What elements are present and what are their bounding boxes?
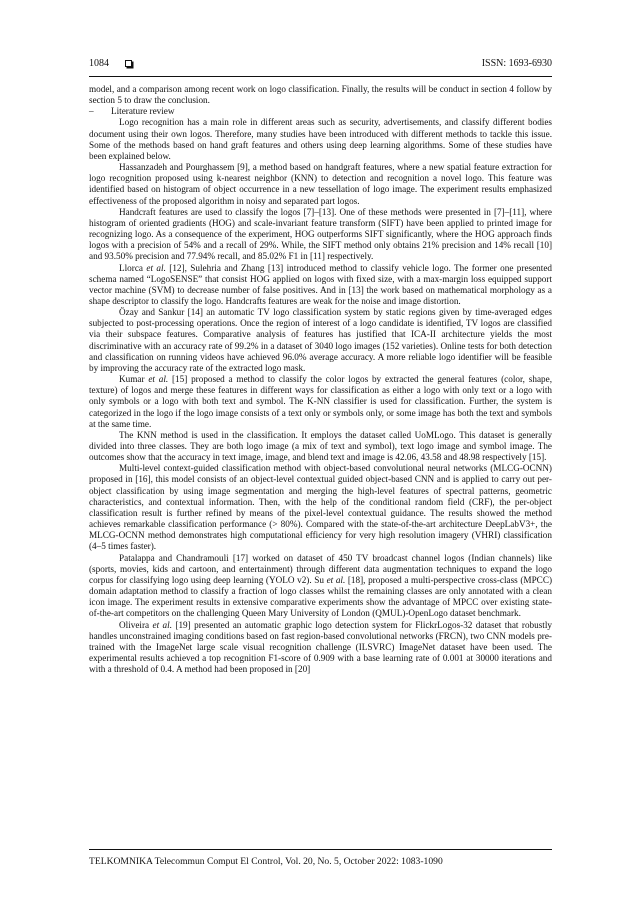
et-al-italic: et al.: [146, 262, 166, 273]
paragraph-intro-end: model, and a comparison among recent work on logo classification. Finally, the results will be conduct in section 4 follow by section 5 to draw the conclusion.: [89, 84, 552, 106]
et-al-italic: et al.: [148, 374, 169, 385]
paragraph-oliveira: [89, 620, 552, 676]
square-outline-icon: [125, 60, 132, 67]
journal-footer: TELKOMNIKA Telecommun Comput El Control, Vol. 20, No. 5, October 2022: 1083-1090: [89, 856, 443, 867]
paragraph-text: Patalappa and Chandramouli [17] worked on dataset of 450 TV broadcast channel logos (Indian channels) like (sports, movies, kids and cartoon, and entertainment) through different data augmentation techniques to expand the logo corpus for classifying logo using deep learning (YOLO v2). Su: [89, 552, 552, 585]
paragraph-text: [15] proposed a method to classify the color logos by extracted the general features (color, shape, texture) of logos and merge these features in different ways for classification as either a logo with only text or a logo with only symbols or a logo with both text and symbol. The K-NN classifier is used for classification. Further, the system is categorized in the logo if the logo image consists of a text only or symbols only, or some image has both the text and symbols at the same time.: [89, 374, 552, 429]
paragraph-llorca: [89, 263, 552, 308]
paragraph-logo-recognition: Logo recognition has a main role in different areas such as security, advertisements, and classify different bodies document using their own logos. Therefore, many studies have been introduced with different methods to tackle this issue. Some of the methods based on hand graft features and others using deep learning algorithms. Some of these studies have been explained below.: [89, 117, 552, 161]
paragraph-text: Kumar: [119, 374, 149, 385]
paragraph-handcraft-features: Handcraft features are used to classify the logos [7]–[13]. One of these methods were presented in [7]–[11], where histogram of oriented gradients (HOG) and scale-invariant feature transform (SIFT) have been applied to printed image for recognizing logo. As a consequence of the experiment, HOG outperforms SIFT significantly, where the HOG approach finds logos with a precision of 54% and a recall of 29%. While, the SIFT method only obtains 21% precision and 14% recall [10] and 93.50% precision and 77.94% recall, and 85.02% F1 in [11] respectively.: [89, 206, 552, 262]
paragraph-hassanzadeh: Hassanzadeh and Pourghassem [9], a method based on handgraft features, where a new spatial feature extraction for logo recognition proposed using k-nearest neighbor (KNN) to detection and recognition a novel logo. This feature was identified based on histogram of object occurrence in a new tessellation of logo image. The experiment results emphasized effectiveness of the proposed algorithm in noisy and separated part logos.: [89, 162, 552, 206]
section-heading-text: Literature review: [111, 106, 175, 117]
running-header: [89, 58, 552, 72]
paragraph-text: Llorca: [119, 262, 147, 273]
paragraph-text: [18], proposed a multi-perspective cross-class (MPCC) domain adaptation method to classify a fraction of logo classes whilst the remaining classes are only annotated with a clean icon image. The experiment results in extensive comparative experiments show the advantage of MPCC over existing state-of-the-art competitors on the challenging Queen Mary University of London (QMUL)-OpenLogo dataset benchmark.: [89, 574, 553, 619]
paragraph-text: [12], Sulehria and Zhang [13] introduced method to classify vehicle logo. The former one presented schema named “LogoSENSE” that consist HOG applied on logos with fixed size, with a max-margin loss equipped support vector machine (SVM) to decrease number of false positives. And in [13] the work based on mathematical morphology as a shape descriptor to classify the logo. Handcrafts features are weak for the noise and image distortion.: [89, 262, 553, 306]
bullet-dash: –: [89, 106, 94, 117]
paragraph-knn: The KNN method is used in the classification. It employs the dataset called UoMLogo. This dataset is generally divided into three classes. They are both logo image (a mix of text and symbol), text logo image and symbol image. The outcomes show that the accuracy in text image, image, and blend text and image is 42.06, 43.58 and 48.98 respectively [15].: [89, 429, 552, 463]
header-rule: [89, 76, 552, 77]
article-body: [89, 84, 552, 675]
issn-label: ISSN: 1693-6930: [481, 58, 552, 69]
et-al-italic: et al.: [326, 574, 346, 585]
page-number: 1084: [89, 58, 109, 69]
paragraph-text: Oliveira: [119, 619, 153, 630]
paragraph-ozay: Özay and Sankur [14] an automatic TV logo classification system by static regions given by time-averaged edges subjected to post-processing operations. Once the region of interest of a logo candidate is identified, TV logos are classified via their subspace features. Comparative analysis of features has justified that ICA-II architecture yields the most discriminative with an accuracy rate of 99.2% in a dataset of 3040 logo images (152 varieties). Online tests for both detection and classification on running videos have achieved 96.0% average accuracy. A more reliable logo identifier will be feasible by improving the accuracy rate of the extracted logo mask.: [89, 307, 552, 373]
footer-rule: [89, 849, 552, 850]
paragraph-kumar: [89, 374, 552, 430]
paragraph-patalappa: [89, 553, 552, 620]
paragraph-mlcg-ocnn: Multi-level context-guided classification method with object-based convolutional neural networks (MLCG-OCNN) proposed in [16], this model consists of an object-level contextual guided object-based CNN and is applied to carry out per-object classification by using image segmentation and merging the high-level features of spectral patterns, geometric characteristics, and contextual information. Then, with the help of the conditional random field (CRF), the per-object classification result is further refined by means of the pixel-level contextual guidance. The results showed the method achieves remarkable classification performance (> 80%). Compared with the state-of-the-art architecture DeepLabV3+, the MLCG-OCNN method demonstrates high computational efficiency for very high resolution imagery (VHRI) classification (4–5 times faster).: [89, 463, 552, 552]
section-heading-literature-review: [89, 106, 552, 117]
et-al-italic: et al.: [152, 619, 172, 630]
paragraph-text: [19] presented an automatic graphic logo detection system for FlickrLogos-32 dataset that robustly handles unconstrained imaging conditions based on fast region-based convolutional networks (FRCN), two CNN models pre- trained with the ImageNet large scale visual recognition challenge (ILSVRC) ImageNet dataset have been used. The experimental results achieved a top recognition F1-score of 0.909 with a base learning rate of 0.001 at 30000 iterations and with a threshold of 0.4. A method had been proposed in [20]: [89, 619, 552, 675]
